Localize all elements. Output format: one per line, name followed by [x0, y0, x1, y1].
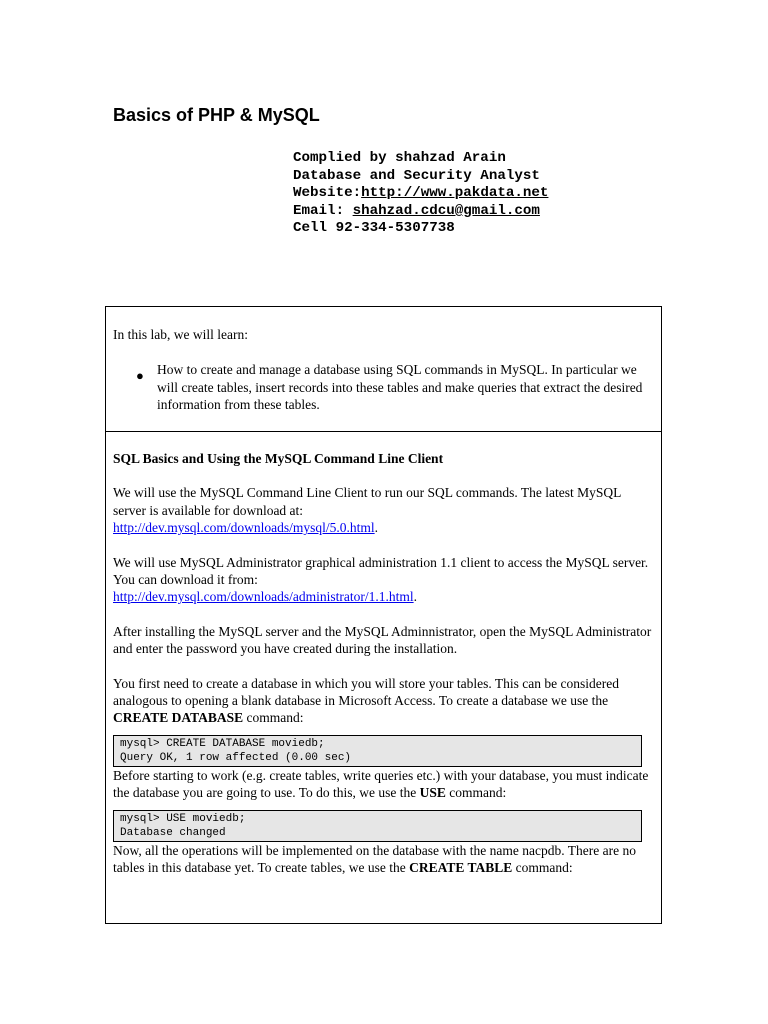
email-link[interactable]: shahzad.cdcu@gmail.com: [352, 202, 540, 219]
compiled-by: Complied by shahzad Arain: [293, 150, 506, 166]
code-block-use-database: [113, 810, 642, 842]
p4-bold: CREATE DATABASE: [113, 710, 244, 726]
intro-section: [106, 307, 661, 432]
website-line: [293, 185, 548, 203]
p6-text: Now, all the operations will be implemented on the database with the name nacpdb. There are no tables in this database yet. To create tables, we use the: [113, 842, 636, 876]
document-title: Basics of PHP & MySQL: [113, 105, 320, 125]
lab-content-box: [105, 306, 662, 924]
administrator-download-link[interactable]: http://dev.mysql.com/downloads/administrator/1.1.html: [113, 589, 414, 605]
code-block-create-database: [113, 735, 642, 767]
p1-end: .: [374, 520, 378, 536]
p6-bold: CREATE TABLE: [409, 860, 513, 876]
intro-lead: In this lab, we will learn:: [113, 327, 248, 342]
email-label: Email:: [293, 202, 353, 219]
section-heading: SQL Basics and Using the MySQL Command Line Client: [113, 451, 444, 466]
paragraph-1: [113, 484, 653, 536]
cell-number: Cell 92-334-5307738: [293, 220, 455, 237]
intro-bullet: How to create and manage a database using SQL commands in MySQL. In particular we will create tables, insert records into these tables and make queries that extract the desired information from these tables.: [157, 362, 643, 412]
author-info: [293, 150, 548, 238]
p2-end: .: [413, 589, 417, 605]
p5-bold: USE: [419, 785, 446, 801]
code-line: Query OK, 1 row affected (0.00 sec): [120, 751, 352, 764]
code-line: Database changed: [120, 826, 226, 839]
author-role: Database and Security Analyst: [293, 167, 540, 184]
p4-text: You first need to create a database in which you will store your tables. This can be considered analogous to opening a blank database in Microsoft Access. To create a database we use the: [113, 675, 619, 709]
p2-text: We will use MySQL Administrator graphical administration 1.1 client to access the MySQL server. You can download it from:: [113, 554, 649, 588]
paragraph-4: [113, 675, 653, 727]
website-label: Website:: [293, 185, 362, 202]
website-link[interactable]: http://www.pakdata.net: [361, 185, 549, 202]
paragraph-6: [113, 842, 653, 877]
p5-end: command:: [445, 785, 507, 801]
paragraph-3: After installing the MySQL server and the MySQL Adminnistrator, open the MySQL Administrator and enter the password you have created during the installation.: [113, 623, 652, 657]
p5-text: Before starting to work (e.g. create tables, write queries etc.) with your database, you must indicate the database you are going to use. To do this, we use the: [113, 767, 649, 801]
paragraph-2: [113, 554, 653, 606]
p6-end: command:: [512, 860, 573, 876]
code-line: mysql> USE moviedb;: [120, 812, 246, 825]
bullet-icon: ●: [136, 368, 144, 383]
p4-end: command:: [243, 710, 304, 726]
p1-text: We will use the MySQL Command Line Client to run our SQL commands. The latest MySQL server is available for download at:: [113, 485, 621, 518]
code-line: mysql> CREATE DATABASE moviedb;: [120, 737, 325, 750]
mysql-download-link[interactable]: http://dev.mysql.com/downloads/mysql/5.0.html: [113, 520, 375, 536]
email-line: [293, 203, 548, 221]
paragraph-5: [113, 767, 653, 802]
sql-basics-section: [113, 450, 653, 894]
